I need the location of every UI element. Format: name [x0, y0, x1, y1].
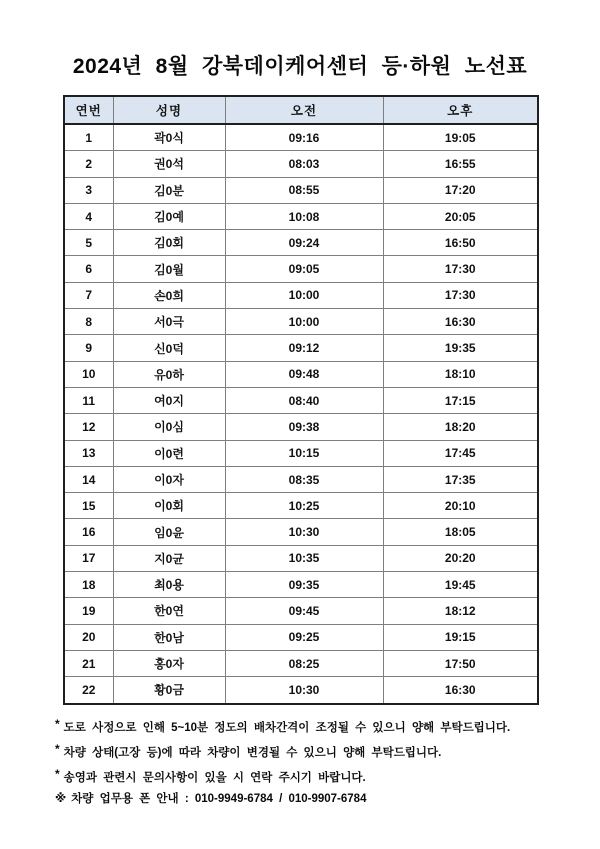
table-row [64, 230, 538, 256]
table-row [64, 282, 538, 308]
table-row [64, 493, 538, 519]
cell-name: 이0자 [113, 466, 225, 492]
cell-pm: 17:45 [383, 440, 538, 466]
cell-pm: 17:50 [383, 650, 538, 676]
cell-pm: 19:35 [383, 335, 538, 361]
cell-am: 08:55 [225, 177, 383, 203]
cell-name: 곽0식 [113, 124, 225, 151]
column-header-no: 연번 [64, 96, 113, 124]
cell-no: 4 [64, 203, 113, 229]
note-bullet: * [55, 742, 60, 756]
cell-am: 09:16 [225, 124, 383, 151]
cell-name: 권0석 [113, 151, 225, 177]
cell-no: 17 [64, 545, 113, 571]
cell-pm: 19:45 [383, 572, 538, 598]
cell-pm: 18:12 [383, 598, 538, 624]
table-row [64, 203, 538, 229]
cell-no: 2 [64, 151, 113, 177]
note-text: 차량 상태(고장 등)에 따라 차량이 변경될 수 있으니 양해 부탁드립니다. [63, 747, 442, 759]
table-row [64, 598, 538, 624]
cell-am: 09:35 [225, 572, 383, 598]
column-header-am: 오전 [225, 96, 383, 124]
cell-no: 5 [64, 230, 113, 256]
note-bullet: * [55, 717, 60, 731]
cell-pm: 20:10 [383, 493, 538, 519]
note-line [55, 714, 560, 739]
cell-name: 이0회 [113, 493, 225, 519]
table-row [64, 177, 538, 203]
cell-pm: 18:05 [383, 519, 538, 545]
table-row [64, 466, 538, 492]
table-row [64, 387, 538, 413]
note-bullet: ※ [55, 793, 67, 805]
cell-am: 10:25 [225, 493, 383, 519]
cell-no: 10 [64, 361, 113, 387]
table-row [64, 440, 538, 466]
cell-pm: 17:15 [383, 387, 538, 413]
cell-name: 신0덕 [113, 335, 225, 361]
cell-no: 8 [64, 309, 113, 335]
cell-am: 09:12 [225, 335, 383, 361]
cell-am: 10:30 [225, 519, 383, 545]
cell-pm: 18:20 [383, 414, 538, 440]
cell-pm: 17:30 [383, 256, 538, 282]
table-row [64, 414, 538, 440]
cell-am: 09:38 [225, 414, 383, 440]
header-row [64, 96, 538, 124]
cell-no: 3 [64, 177, 113, 203]
table-row [64, 361, 538, 387]
cell-pm: 16:55 [383, 151, 538, 177]
cell-name: 여0지 [113, 387, 225, 413]
cell-name: 서0극 [113, 309, 225, 335]
cell-no: 15 [64, 493, 113, 519]
cell-no: 11 [64, 387, 113, 413]
cell-name: 유0하 [113, 361, 225, 387]
cell-pm: 18:10 [383, 361, 538, 387]
cell-pm: 19:15 [383, 624, 538, 650]
cell-name: 이0심 [113, 414, 225, 440]
note-bullet: * [55, 767, 60, 781]
table-row [64, 309, 538, 335]
cell-name: 최0용 [113, 572, 225, 598]
table-row [64, 677, 538, 704]
cell-no: 1 [64, 124, 113, 151]
page-title: 2024년 8월 강북데이케어센터 등·하원 노선표 [72, 55, 528, 78]
column-header-name: 성명 [113, 96, 225, 124]
cell-name: 김0회 [113, 230, 225, 256]
column-header-pm: 오후 [383, 96, 538, 124]
cell-no: 20 [64, 624, 113, 650]
cell-am: 08:25 [225, 650, 383, 676]
note-text: 도로 사정으로 인해 5~10분 정도의 배차간격이 조정될 수 있으니 양해 부탁드립니다. [63, 722, 511, 734]
cell-am: 10:15 [225, 440, 383, 466]
schedule-table [63, 95, 539, 705]
cell-no: 13 [64, 440, 113, 466]
table-row [64, 650, 538, 676]
cell-am: 10:30 [225, 677, 383, 704]
cell-am: 09:24 [225, 230, 383, 256]
cell-no: 7 [64, 282, 113, 308]
table-row [64, 545, 538, 571]
cell-no: 12 [64, 414, 113, 440]
cell-am: 10:00 [225, 282, 383, 308]
table-row [64, 335, 538, 361]
cell-no: 6 [64, 256, 113, 282]
schedule-table-header [64, 96, 538, 124]
cell-no: 21 [64, 650, 113, 676]
cell-name: 황0금 [113, 677, 225, 704]
cell-am: 09:45 [225, 598, 383, 624]
table-row [64, 151, 538, 177]
cell-pm: 16:50 [383, 230, 538, 256]
cell-name: 김0월 [113, 256, 225, 282]
cell-pm: 17:20 [383, 177, 538, 203]
cell-pm: 20:20 [383, 545, 538, 571]
cell-name: 한0연 [113, 598, 225, 624]
schedule-table-body [64, 124, 538, 704]
cell-name: 한0남 [113, 624, 225, 650]
cell-am: 08:35 [225, 466, 383, 492]
cell-name: 이0련 [113, 440, 225, 466]
note-text: 송영과 관련시 문의사항이 있을 시 연락 주시기 바랍니다. [63, 772, 366, 784]
cell-name: 김0분 [113, 177, 225, 203]
table-row [64, 256, 538, 282]
note-line [55, 789, 560, 810]
footer-notes [55, 714, 560, 810]
cell-name: 지0균 [113, 545, 225, 571]
table-row [64, 572, 538, 598]
cell-no: 9 [64, 335, 113, 361]
cell-am: 08:03 [225, 151, 383, 177]
cell-name: 손0희 [113, 282, 225, 308]
cell-no: 14 [64, 466, 113, 492]
note-line [55, 739, 560, 764]
note-text: 차량 업무용 폰 안내 : 010-9949-6784 / 010-9907-6784 [71, 793, 367, 805]
table-row [64, 124, 538, 151]
cell-pm: 19:05 [383, 124, 538, 151]
cell-no: 19 [64, 598, 113, 624]
cell-name: 김0예 [113, 203, 225, 229]
note-line [55, 764, 560, 789]
cell-am: 09:25 [225, 624, 383, 650]
cell-am: 10:00 [225, 309, 383, 335]
table-row [64, 519, 538, 545]
cell-am: 09:05 [225, 256, 383, 282]
cell-pm: 16:30 [383, 309, 538, 335]
cell-am: 08:40 [225, 387, 383, 413]
cell-no: 16 [64, 519, 113, 545]
cell-am: 10:35 [225, 545, 383, 571]
cell-no: 18 [64, 572, 113, 598]
cell-am: 10:08 [225, 203, 383, 229]
cell-name: 임0윤 [113, 519, 225, 545]
cell-pm: 17:30 [383, 282, 538, 308]
cell-pm: 16:30 [383, 677, 538, 704]
cell-am: 09:48 [225, 361, 383, 387]
cell-pm: 17:35 [383, 466, 538, 492]
cell-no: 22 [64, 677, 113, 704]
table-row [64, 624, 538, 650]
cell-pm: 20:05 [383, 203, 538, 229]
cell-name: 홍0자 [113, 650, 225, 676]
